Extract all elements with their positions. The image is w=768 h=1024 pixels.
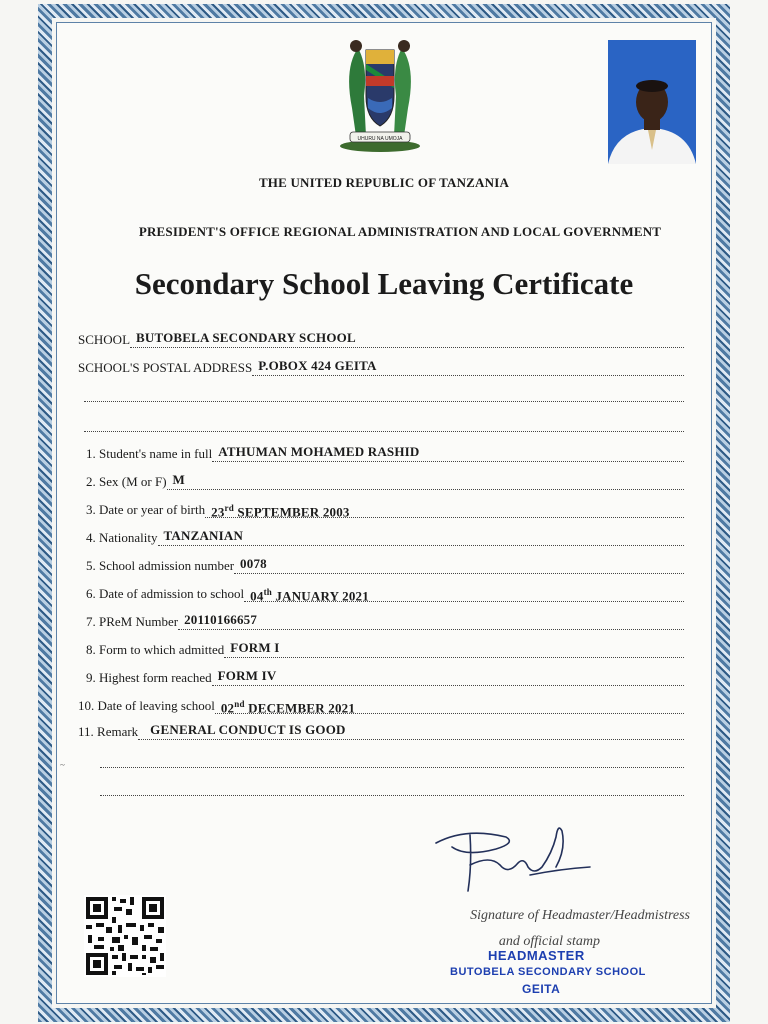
field-label: 8. Form to which admitted — [86, 642, 225, 657]
field-highest-form — [86, 666, 684, 686]
field-value: FORM IV — [212, 667, 684, 686]
signature-caption-line1: Signature of Headmaster/Headmistress — [470, 908, 690, 923]
certificate-title: Secondary School Leaving Certificate — [134, 266, 634, 301]
field-label: 1. Student's name in full — [86, 446, 213, 461]
field-nationality — [86, 526, 684, 546]
headmaster-signature — [430, 815, 600, 895]
field-label: 5. School admission number — [86, 558, 235, 573]
field-value-rest: SEPTEMBER 2003 — [233, 504, 350, 520]
field-value: M — [167, 471, 684, 490]
field-label: 2. Sex (M or F) — [86, 474, 167, 489]
field-admission-date — [86, 582, 684, 602]
field-value — [215, 695, 684, 714]
stamp-headmaster: HEADMASTER — [488, 948, 585, 963]
field-value-suffix: th — [263, 587, 272, 597]
field-label: 7. PReM Number — [86, 614, 179, 629]
stamp-location: GEITA — [522, 982, 561, 996]
remark-dotted-line — [100, 766, 684, 768]
field-value: 20110166657 — [178, 611, 684, 630]
school-field — [78, 328, 684, 348]
field-sex — [86, 470, 684, 490]
qr-code — [84, 895, 166, 977]
field-value — [244, 583, 684, 602]
field-label: 3. Date or year of birth — [86, 502, 206, 517]
coat-of-arms-emblem — [328, 36, 432, 154]
field-value-day: 23 — [211, 504, 225, 520]
field-value-rest: JANUARY 2021 — [271, 588, 369, 604]
blank-dotted-line — [84, 430, 684, 432]
field-value-day: 04 — [250, 588, 264, 604]
field-admission-number — [86, 554, 684, 574]
field-label: 4. Nationality — [86, 530, 158, 545]
stamp-school-name: BUTOBELA SECONDARY SCHOOL — [450, 966, 646, 978]
country-heading: THE UNITED REPUBLIC OF TANZANIA — [258, 175, 510, 190]
field-value-suffix: rd — [224, 503, 234, 513]
signature-caption — [400, 908, 690, 950]
postal-address-value: P.OBOX 424 GEITA — [252, 357, 684, 376]
field-value-rest: DECEMBER 2021 — [244, 700, 356, 716]
field-leaving-date — [78, 694, 684, 714]
signature-caption-line2: and official stamp — [498, 934, 600, 949]
field-student-name — [86, 442, 684, 462]
postal-address-label: SCHOOL'S POSTAL ADDRESS — [78, 360, 253, 375]
field-label: 6. Date of admission to school — [86, 586, 245, 601]
field-form-admitted — [86, 638, 684, 658]
margin-mark: ~ — [60, 760, 65, 770]
field-value: 0078 — [234, 555, 684, 574]
field-date-of-birth — [86, 498, 684, 518]
blank-dotted-line — [84, 400, 684, 402]
field-label: 9. Highest form reached — [86, 670, 212, 685]
field-value-day: 02 — [220, 700, 235, 716]
field-prem-number — [86, 610, 684, 630]
field-value: FORM I — [224, 639, 684, 658]
field-label: 11. Remark — [78, 724, 139, 739]
remark-dotted-line — [100, 794, 684, 796]
field-label: 10. Date of leaving school — [78, 698, 215, 713]
field-value — [205, 499, 684, 518]
svg-text:UHURU NA UMOJA: UHURU NA UMOJA — [357, 136, 403, 142]
field-value: TANZANIAN — [158, 527, 685, 546]
postal-address-field — [78, 356, 684, 376]
field-value-suffix: nd — [234, 699, 245, 709]
school-value: BUTOBELA SECONDARY SCHOOL — [130, 329, 684, 348]
office-heading: PRESIDENT'S OFFICE REGIONAL ADMINISTRATION AND LOCAL GOVERNMENT — [138, 224, 662, 239]
field-value: GENERAL CONDUCT IS GOOD — [138, 721, 684, 740]
field-value: ATHUMAN MOHAMED RASHID — [212, 443, 684, 462]
student-photo — [608, 40, 696, 164]
school-label: SCHOOL — [78, 332, 131, 347]
field-remark — [78, 720, 684, 740]
